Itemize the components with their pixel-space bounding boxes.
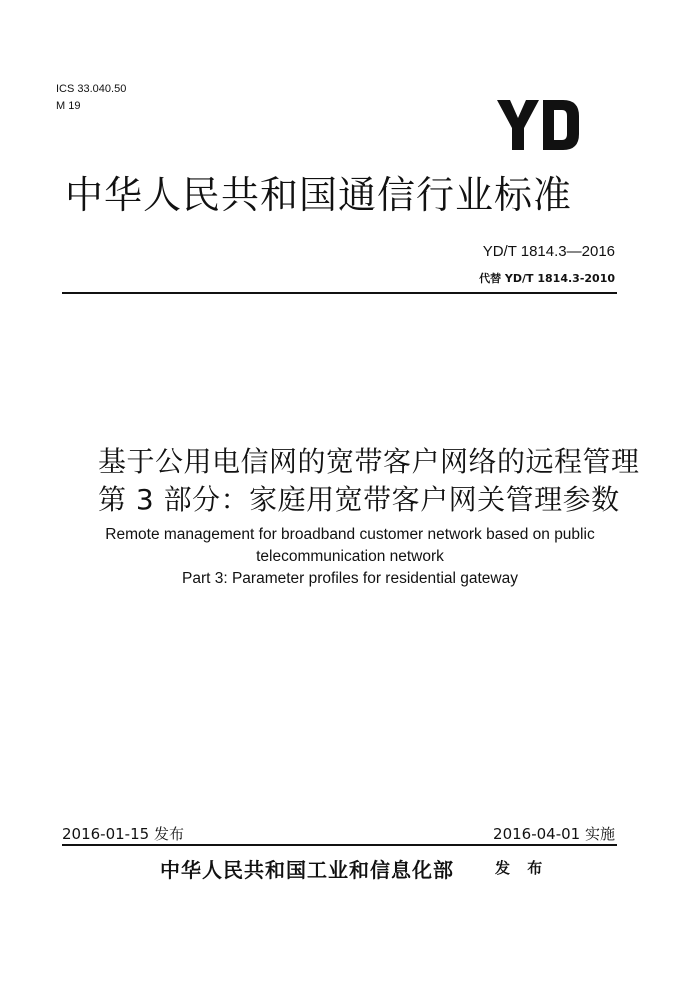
top-divider [62, 292, 617, 294]
effective-date: 2016-04-01 实施 [493, 825, 615, 843]
ics-code: ICS 33.040.50 [56, 83, 127, 95]
standard-category-title: 中华人民共和国通信行业标准 [65, 173, 573, 217]
yd-logo [497, 100, 579, 150]
title-english-line-3: Part 3: Parameter profiles for residential gateway [182, 570, 518, 587]
publication-date: 2016-01-15 发布 [62, 825, 184, 843]
title-english-line-2: telecommunication network [256, 548, 444, 565]
title-english-line-1: Remote management for broadband customer network based on public [105, 526, 595, 543]
title-english [60, 524, 640, 590]
title-chinese-line-2: 第 3 部分：家庭用宽带客户网关管理参数 [98, 483, 620, 516]
bottom-divider [62, 844, 617, 846]
issuing-authority: 中华人民共和国工业和信息化部 [160, 858, 454, 882]
standard-number: YD/T 1814.3—2016 [482, 243, 615, 260]
issue-label: 发 布 [495, 859, 549, 877]
replaces-standard: 代替 YD/T 1814.3-2010 [479, 272, 615, 285]
classification-code: M 19 [56, 100, 81, 112]
title-chinese-line-1: 基于公用电信网的宽带客户网络的远程管理 [98, 445, 640, 478]
